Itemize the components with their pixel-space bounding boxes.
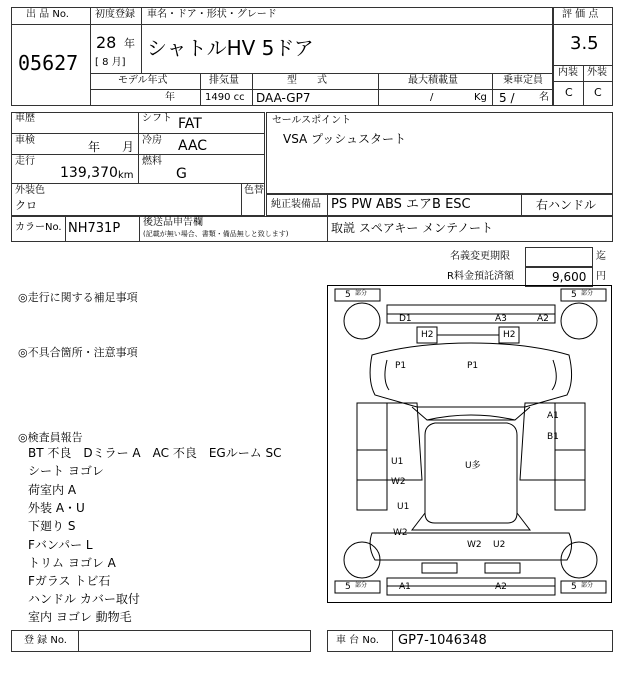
mark-u1-left-rear: U1 xyxy=(397,502,410,512)
tire-rr-depth: 5 xyxy=(571,582,577,592)
tire-fl-depth: 5 xyxy=(345,290,351,300)
mark-w2-left-front: W2 xyxy=(391,477,406,487)
mileage-value: 139,370 xyxy=(60,165,118,181)
name-change-value-box xyxy=(525,247,593,267)
shift-value: FAT xyxy=(178,116,202,132)
inspector-line: 室内 ヨゴレ 動物毛 xyxy=(28,610,132,624)
mark-h2-right: H2 xyxy=(503,330,516,340)
post-doc-note: (記載が無い場合、書類・備品無しと致します) xyxy=(143,230,289,238)
ext-color-label: 外装色 xyxy=(15,185,45,196)
mark-w2-rear: W2 xyxy=(467,540,482,550)
mark-a1-right: A1 xyxy=(547,411,559,421)
name-change-label: 名義変更期限 xyxy=(450,251,510,262)
score-value: 3.5 xyxy=(570,33,599,54)
mileage-unit: km xyxy=(118,170,134,181)
equipment-value: PS PW ABS エアB ESC xyxy=(331,197,471,212)
defects-label: ◎不具合箇所・注意事項 xyxy=(18,346,138,359)
history-label: 車歴 xyxy=(15,113,35,124)
shift-label: シフト xyxy=(142,113,172,124)
chassis-label: 車 台 No. xyxy=(336,635,379,646)
mileage-label: 走行 xyxy=(15,156,35,167)
mark-u1-left-front: U1 xyxy=(391,457,404,467)
capacity-unit: 名 xyxy=(539,92,549,103)
ac-label: 冷房 xyxy=(142,135,162,146)
max-load-unit: Kg xyxy=(474,92,487,103)
mark-p1-center: P1 xyxy=(467,361,479,371)
ac-value: AAC xyxy=(178,138,208,154)
car-damage-diagram xyxy=(327,285,612,603)
mark-a2-front: A2 xyxy=(537,314,549,324)
max-load-sep: / xyxy=(430,92,434,103)
inspector-line: 荷室内 A xyxy=(28,483,77,497)
type-value: DAA-GP7 xyxy=(256,91,311,105)
tire-fr-unit: 部分 xyxy=(581,290,594,297)
displacement-label: 排気量 xyxy=(209,75,239,86)
lot-no: 05627 xyxy=(18,51,79,75)
color-no-label: カラーNo. xyxy=(15,222,62,233)
interior-grade: C xyxy=(565,86,573,99)
mark-p1-left: P1 xyxy=(395,361,407,371)
inspector-line: シート ヨゴレ xyxy=(28,464,104,478)
mark-a3-front: A3 xyxy=(495,314,507,324)
inspection-year: 年 xyxy=(88,140,101,154)
capacity: 5 / xyxy=(499,91,515,105)
car-outline-icon xyxy=(327,285,612,603)
reg-no-label: 登 録 No. xyxy=(24,635,67,646)
tire-fl-unit: 部分 xyxy=(355,290,368,297)
post-doc-items: 取説 スペアキー メンテノート xyxy=(331,221,493,235)
inspection-label: 車検 xyxy=(15,135,35,146)
mark-h2-left: H2 xyxy=(421,330,434,340)
inspector-line: BT 不良 Dミラー A AC 不良 EGルーム SC xyxy=(28,446,282,460)
inspector-line: ハンドル カバー取付 xyxy=(28,592,140,606)
first-reg-month: [ 8 月] xyxy=(95,57,126,68)
inspector-label: ◎検査員報告 xyxy=(18,431,83,444)
mark-a1-rear: A1 xyxy=(399,582,411,592)
type-label: 型 式 xyxy=(287,75,327,86)
name-change-unit: 迄 xyxy=(596,251,606,262)
recycle-value: 9,600 xyxy=(552,270,587,284)
first-reg-year: 28 xyxy=(96,33,117,52)
exterior-label: 外装 xyxy=(587,67,607,78)
color-no-value: NH731P xyxy=(68,221,121,236)
mark-u-center: U多 xyxy=(465,461,481,471)
mark-d1: D1 xyxy=(399,314,412,324)
tire-rl-unit: 部分 xyxy=(355,582,368,589)
recycle-label: R料金預託済額 xyxy=(447,271,514,282)
model-label: 車名・ドア・形状・グレード xyxy=(147,9,277,20)
fuel-value: G xyxy=(176,166,187,182)
mark-w2-left-rear: W2 xyxy=(393,528,408,538)
inspector-line: 外装 A・U xyxy=(28,501,85,515)
inspection-month: 月 xyxy=(122,140,135,154)
color-change-label: 色替 xyxy=(244,185,264,196)
tire-rr-unit: 部分 xyxy=(581,582,594,589)
driving-notes-label: ◎走行に関する補足事項 xyxy=(18,291,138,304)
lot-no-label: 出 品 No. xyxy=(26,9,69,20)
mark-u2-rear: U2 xyxy=(493,540,506,550)
first-reg-label: 初度登録 xyxy=(95,9,135,20)
mark-b1-right: B1 xyxy=(547,432,559,442)
inspector-line: Fバンパー L xyxy=(28,538,93,552)
steering-value: 右ハンドル xyxy=(536,198,597,212)
sales-points-label: セールスポイント xyxy=(272,115,352,126)
model-name: シャトルHV 5ドア xyxy=(147,36,314,60)
score-label: 評 価 点 xyxy=(562,9,599,20)
max-load-label: 最大積載量 xyxy=(408,75,458,86)
capacity-label: 乗車定員 xyxy=(503,75,543,86)
interior-label: 内装 xyxy=(558,67,578,78)
model-year-unit: 年 xyxy=(165,92,175,103)
first-reg-year-unit: 年 xyxy=(124,37,135,50)
fuel-label: 燃料 xyxy=(142,156,162,167)
recycle-unit: 円 xyxy=(596,271,606,282)
equipment-label: 純正装備品 xyxy=(271,199,321,210)
mark-a2-rear: A2 xyxy=(495,582,507,592)
sales-points-value: VSA プッシュスタート xyxy=(283,132,406,146)
inspector-line: Fガラス トビ石 xyxy=(28,574,111,588)
tire-rl-depth: 5 xyxy=(345,582,351,592)
post-doc-label: 後送品申告欄 xyxy=(143,217,203,228)
chassis-no: GP7-1046348 xyxy=(398,633,487,648)
ext-color-value: クロ xyxy=(15,199,37,212)
inspector-line: 下廻り S xyxy=(28,519,76,533)
inspector-line: トリム ヨゴレ A xyxy=(28,556,116,570)
displacement: 1490 cc xyxy=(205,92,245,103)
exterior-grade: C xyxy=(594,86,602,99)
model-year-label: モデル年式 xyxy=(118,75,168,86)
tire-fr-depth: 5 xyxy=(571,290,577,300)
